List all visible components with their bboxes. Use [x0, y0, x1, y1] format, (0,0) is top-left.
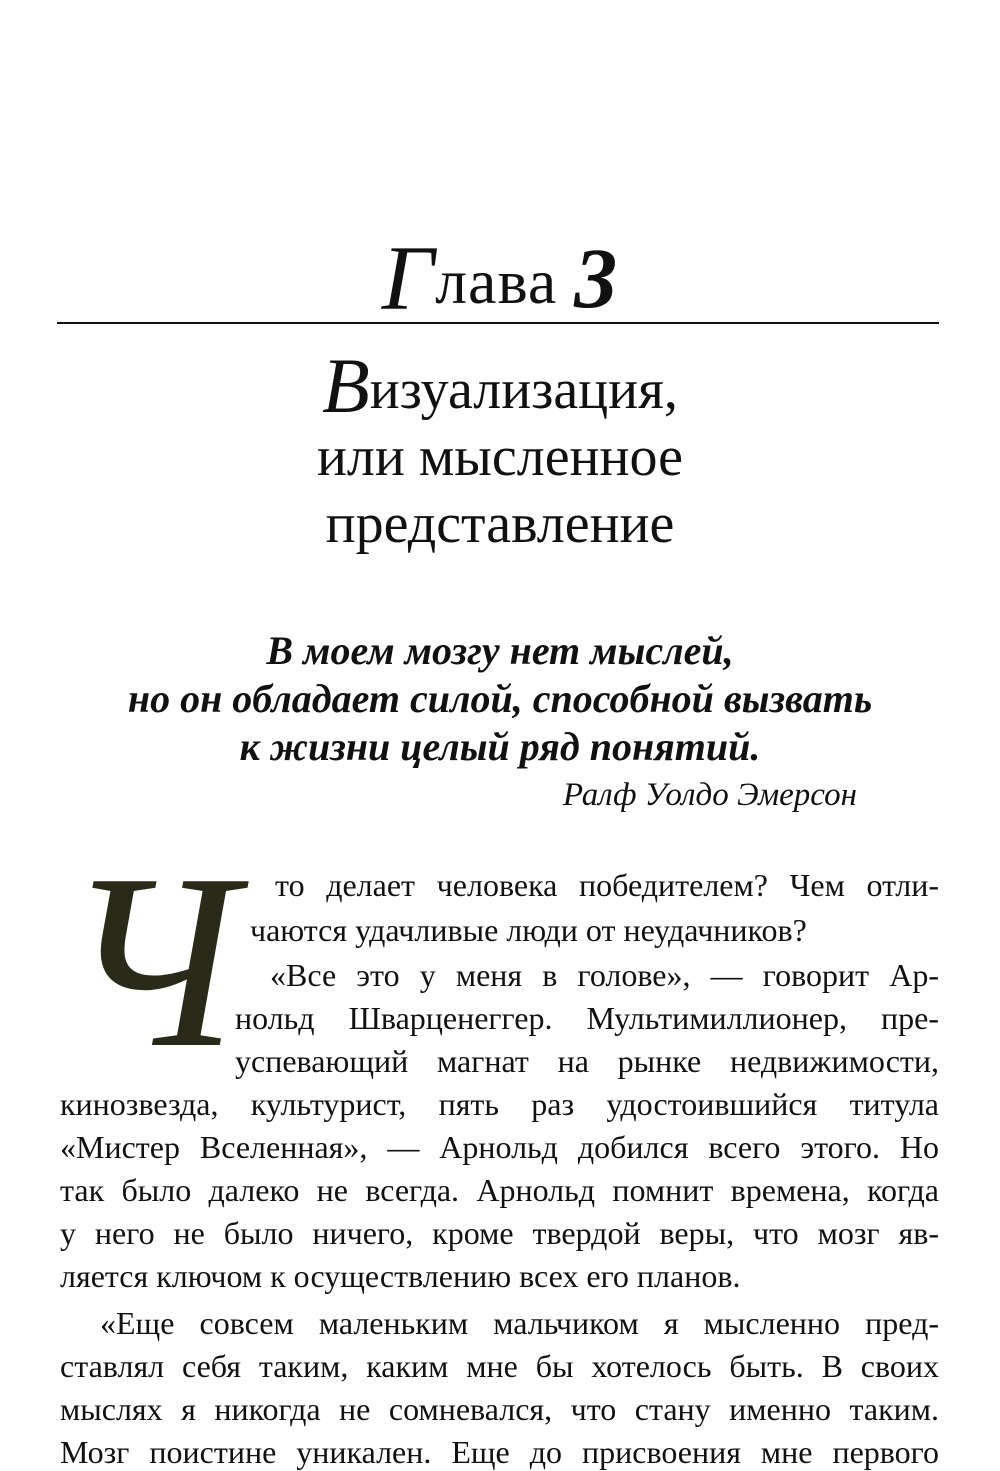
epigraph-line-2: но он обладает силой, способной вызвать [127, 676, 873, 721]
chapter-heading [0, 227, 1000, 329]
body-line: «Мистер Вселенная», — Арнольд добился всего этого. Но [60, 1129, 939, 1165]
body-line: нольд Шварценеггер. Мультимиллионер, пре- [235, 1000, 939, 1036]
chapter-heading-initial: Г [381, 227, 436, 329]
drop-cap-letter: Ч [65, 840, 238, 1065]
chapter-title-line-2: или мысленное [316, 426, 684, 488]
body-line: то делает человека победителем? Чем отли- [275, 867, 939, 903]
epigraph-line-3: к жизни целый ряд понятий. [239, 724, 761, 769]
body-line: кинозвезда, культурист, пять раз удостоившийся титула [60, 1086, 939, 1122]
epigraph [0, 627, 1000, 771]
body-line: чаются удачливые люди от неудачников? [250, 912, 807, 948]
body-line: ставлял себя таким, каким мне бы хотелось быть. В своих [60, 1348, 939, 1384]
chapter-number: 3 [574, 230, 619, 326]
body-line: Мозг поистине уникален. Еще до присвоения мне первого [60, 1434, 939, 1470]
epigraph-author: Ралф Уолдо Эмерсон [562, 777, 857, 813]
chapter-divider [57, 322, 939, 324]
body-line: успевающий магнат на рынке недвижимости, [235, 1043, 939, 1079]
body-line: у него не было ничего, кроме твердой веры, что мозг яв- [60, 1215, 939, 1251]
chapter-title-initial: В [322, 342, 370, 429]
body-line: «Все это у меня в голове», — говорит Ар- [270, 957, 939, 993]
body-line: так было далеко не всегда. Арнольд помнит времена, когда [60, 1172, 939, 1208]
body-line: ляется ключом к осуществлению всех его планов. [60, 1258, 741, 1294]
chapter-title-line-1 [0, 342, 1000, 429]
chapter-heading-word: лава [435, 246, 558, 317]
body-line: мыслях я никогда не сомневался, что стану именно таким. [60, 1391, 939, 1427]
chapter-title-line-1-text: изуализация, [369, 359, 678, 421]
epigraph-line-1: В моем мозгу нет мыслей, [266, 628, 734, 673]
body-line: «Еще совсем маленьким мальчиком я мысленно пред- [100, 1305, 939, 1341]
chapter-title [0, 342, 1000, 558]
chapter-title-line-3: представление [325, 493, 675, 555]
